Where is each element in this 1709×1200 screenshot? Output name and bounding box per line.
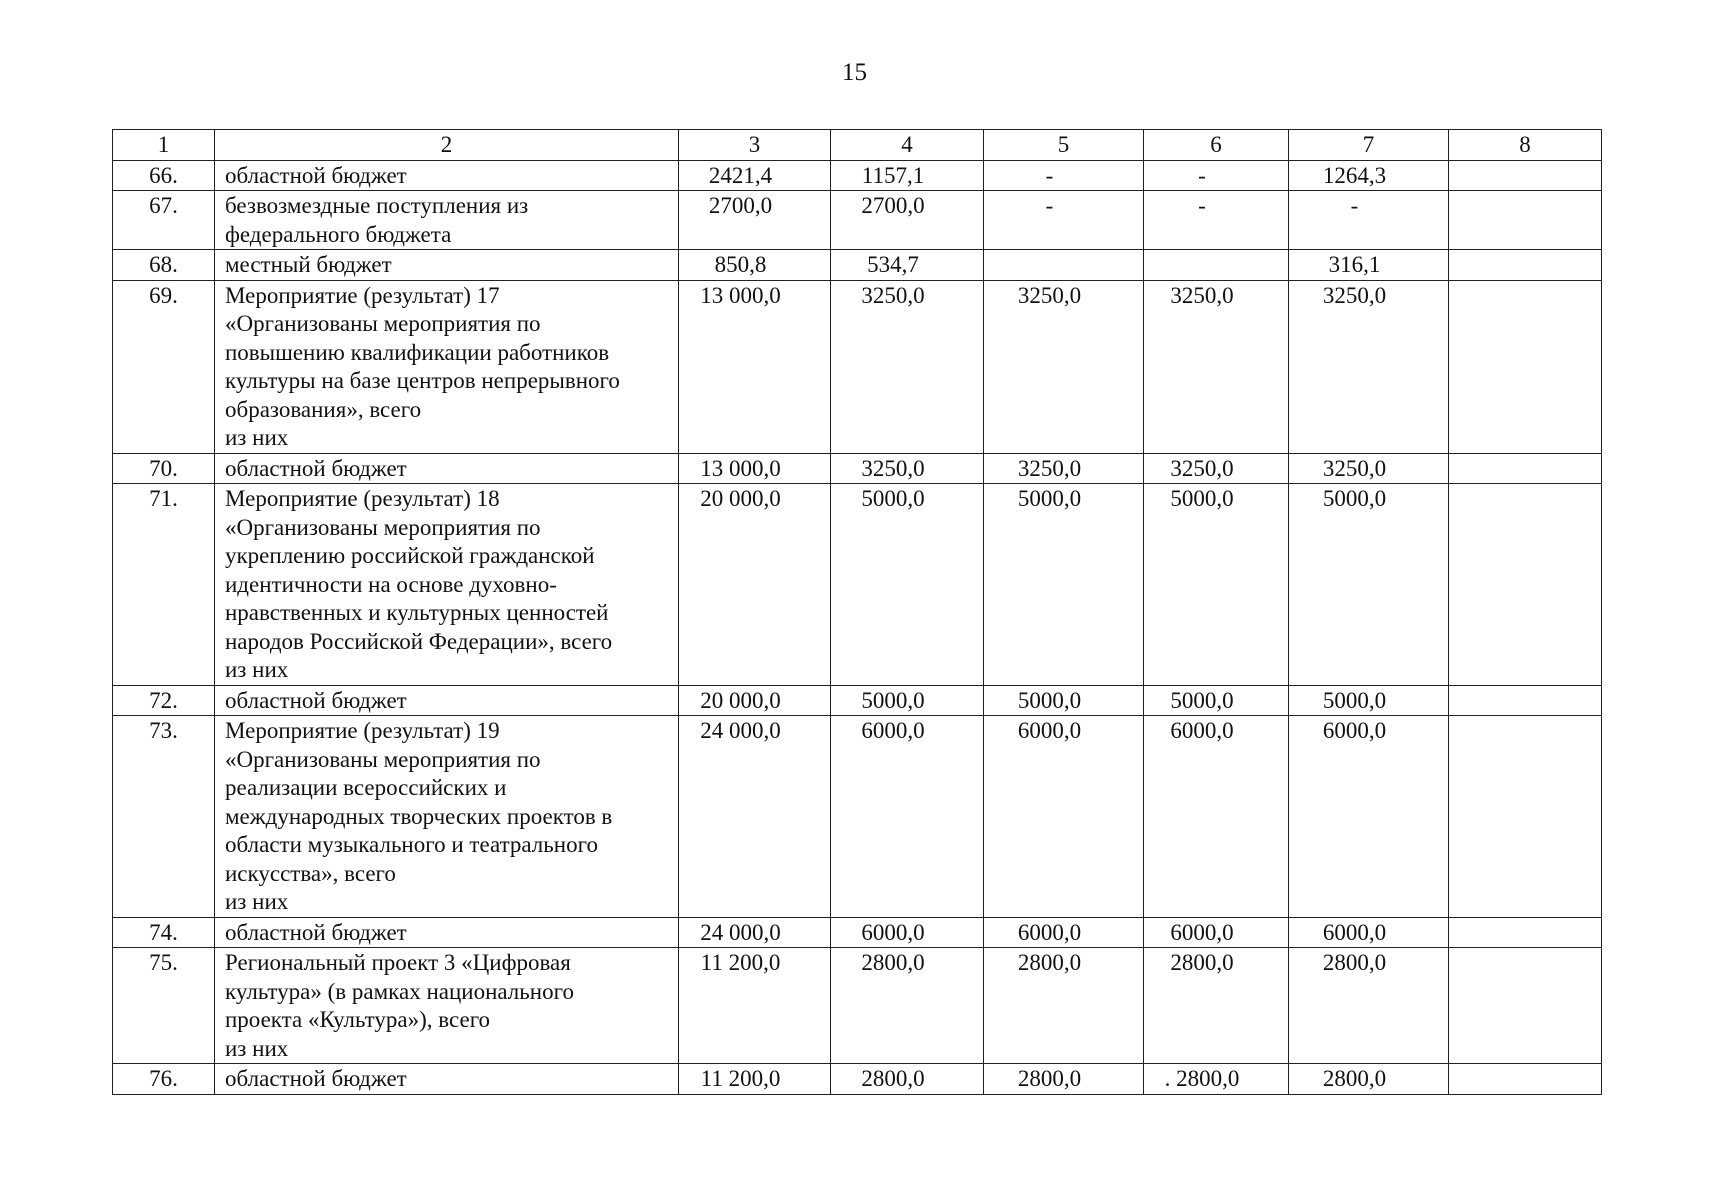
value-cell-col6: 6000,0 bbox=[1144, 716, 1289, 918]
value-cell-col3: 850,8 bbox=[679, 250, 831, 281]
table-row bbox=[113, 250, 1602, 281]
value-cell-col3: 20 000,0 bbox=[679, 484, 831, 686]
row-number-cell: 70. bbox=[113, 453, 215, 484]
column-header: 5 bbox=[984, 130, 1144, 161]
value-cell-col6: - bbox=[1144, 160, 1289, 191]
value-cell-col4: 6000,0 bbox=[831, 917, 984, 948]
page-number: 15 bbox=[842, 59, 867, 86]
row-number-cell: 73. bbox=[113, 716, 215, 918]
value-cell-col7: 316,1 bbox=[1289, 250, 1449, 281]
column-header: 6 bbox=[1144, 130, 1289, 161]
value-cell-col5: 6000,0 bbox=[984, 917, 1144, 948]
table-row bbox=[113, 917, 1602, 948]
value-cell-col3: 24 000,0 bbox=[679, 716, 831, 918]
table-header-row bbox=[113, 130, 1602, 161]
value-cell-col4: 5000,0 bbox=[831, 484, 984, 686]
row-number-cell: 69. bbox=[113, 280, 215, 453]
value-cell-col6 bbox=[1144, 250, 1289, 281]
table-row bbox=[113, 1064, 1602, 1095]
value-cell-col6: 3250,0 bbox=[1144, 280, 1289, 453]
value-cell-col5: 2800,0 bbox=[984, 948, 1144, 1064]
description-cell: областной бюджет bbox=[215, 685, 679, 716]
row-number-cell: 75. bbox=[113, 948, 215, 1064]
table-row bbox=[113, 280, 1602, 453]
column-header: 2 bbox=[215, 130, 679, 161]
table-row bbox=[113, 716, 1602, 918]
value-cell-col7: 1264,3 bbox=[1289, 160, 1449, 191]
value-cell-col5: 2800,0 bbox=[984, 1064, 1144, 1095]
column-header: 8 bbox=[1449, 130, 1602, 161]
value-cell-col8 bbox=[1449, 160, 1602, 191]
value-cell-col5: 6000,0 bbox=[984, 716, 1144, 918]
description-cell: областной бюджет bbox=[215, 917, 679, 948]
table-row bbox=[113, 191, 1602, 250]
row-number-cell: 76. bbox=[113, 1064, 215, 1095]
value-cell-col8 bbox=[1449, 484, 1602, 686]
row-number-cell: 68. bbox=[113, 250, 215, 281]
value-cell-col6: 2800,0 bbox=[1144, 948, 1289, 1064]
value-cell-col8 bbox=[1449, 917, 1602, 948]
value-cell-col5: 3250,0 bbox=[984, 280, 1144, 453]
value-cell-col7: 3250,0 bbox=[1289, 280, 1449, 453]
value-cell-col5: 3250,0 bbox=[984, 453, 1144, 484]
value-cell-col3: 13 000,0 bbox=[679, 280, 831, 453]
table-row bbox=[113, 453, 1602, 484]
value-cell-col5 bbox=[984, 250, 1144, 281]
value-cell-col5: 5000,0 bbox=[984, 484, 1144, 686]
column-header: 7 bbox=[1289, 130, 1449, 161]
value-cell-col4: 6000,0 bbox=[831, 716, 984, 918]
description-cell: областной бюджет bbox=[215, 1064, 679, 1095]
value-cell-col6: 6000,0 bbox=[1144, 917, 1289, 948]
value-cell-col4: 3250,0 bbox=[831, 280, 984, 453]
column-header: 1 bbox=[113, 130, 215, 161]
value-cell-col7: - bbox=[1289, 191, 1449, 250]
value-cell-col3: 2700,0 bbox=[679, 191, 831, 250]
value-cell-col8 bbox=[1449, 1064, 1602, 1095]
value-cell-col7: 5000,0 bbox=[1289, 685, 1449, 716]
value-cell-col6: . 2800,0 bbox=[1144, 1064, 1289, 1095]
value-cell-col6: 5000,0 bbox=[1144, 484, 1289, 686]
budget-table bbox=[112, 129, 1602, 1095]
value-cell-col8 bbox=[1449, 250, 1602, 281]
value-cell-col3: 11 200,0 bbox=[679, 1064, 831, 1095]
value-cell-col3: 24 000,0 bbox=[679, 917, 831, 948]
value-cell-col4: 3250,0 bbox=[831, 453, 984, 484]
description-cell: Мероприятие (результат) 18 «Организованы мероприятия по укреплению российской гражданской идентичности на основе духовно- нравственных и культурных ценностей народов Российской Федерации», всего из них bbox=[215, 484, 679, 686]
value-cell-col7: 6000,0 bbox=[1289, 716, 1449, 918]
column-header: 3 bbox=[679, 130, 831, 161]
value-cell-col3: 2421,4 bbox=[679, 160, 831, 191]
value-cell-col4: 2700,0 bbox=[831, 191, 984, 250]
row-number-cell: 71. bbox=[113, 484, 215, 686]
table-row bbox=[113, 948, 1602, 1064]
value-cell-col5: - bbox=[984, 160, 1144, 191]
row-number-cell: 74. bbox=[113, 917, 215, 948]
description-cell: Мероприятие (результат) 17 «Организованы мероприятия по повышению квалификации работников культуры на базе центров непрерывного образования», всего из них bbox=[215, 280, 679, 453]
value-cell-col6: 3250,0 bbox=[1144, 453, 1289, 484]
value-cell-col6: - bbox=[1144, 191, 1289, 250]
value-cell-col7: 2800,0 bbox=[1289, 948, 1449, 1064]
value-cell-col3: 20 000,0 bbox=[679, 685, 831, 716]
value-cell-col8 bbox=[1449, 716, 1602, 918]
value-cell-col8 bbox=[1449, 280, 1602, 453]
row-number-cell: 67. bbox=[113, 191, 215, 250]
row-number-cell: 66. bbox=[113, 160, 215, 191]
value-cell-col5: 5000,0 bbox=[984, 685, 1144, 716]
description-cell: безвозмездные поступления из федерального бюджета bbox=[215, 191, 679, 250]
description-cell: местный бюджет bbox=[215, 250, 679, 281]
description-cell: областной бюджет bbox=[215, 160, 679, 191]
value-cell-col4: 5000,0 bbox=[831, 685, 984, 716]
description-cell: Региональный проект 3 «Цифровая культура» (в рамках национального проекта «Культура»), всего из них bbox=[215, 948, 679, 1064]
description-cell: Мероприятие (результат) 19 «Организованы мероприятия по реализации всероссийских и международных творческих проектов в области музыкального и театрального искусства», всего из них bbox=[215, 716, 679, 918]
row-number-cell: 72. bbox=[113, 685, 215, 716]
value-cell-col4: 2800,0 bbox=[831, 948, 984, 1064]
value-cell-col4: 534,7 bbox=[831, 250, 984, 281]
value-cell-col8 bbox=[1449, 453, 1602, 484]
value-cell-col8 bbox=[1449, 685, 1602, 716]
value-cell-col3: 11 200,0 bbox=[679, 948, 831, 1064]
value-cell-col7: 5000,0 bbox=[1289, 484, 1449, 686]
value-cell-col6: 5000,0 bbox=[1144, 685, 1289, 716]
value-cell-col7: 2800,0 bbox=[1289, 1064, 1449, 1095]
table-row bbox=[113, 160, 1602, 191]
value-cell-col3: 13 000,0 bbox=[679, 453, 831, 484]
value-cell-col8 bbox=[1449, 191, 1602, 250]
value-cell-col7: 3250,0 bbox=[1289, 453, 1449, 484]
column-header: 4 bbox=[831, 130, 984, 161]
value-cell-col7: 6000,0 bbox=[1289, 917, 1449, 948]
value-cell-col4: 1157,1 bbox=[831, 160, 984, 191]
value-cell-col8 bbox=[1449, 948, 1602, 1064]
description-cell: областной бюджет bbox=[215, 453, 679, 484]
value-cell-col4: 2800,0 bbox=[831, 1064, 984, 1095]
table-row bbox=[113, 484, 1602, 686]
value-cell-col5: - bbox=[984, 191, 1144, 250]
table-row bbox=[113, 685, 1602, 716]
